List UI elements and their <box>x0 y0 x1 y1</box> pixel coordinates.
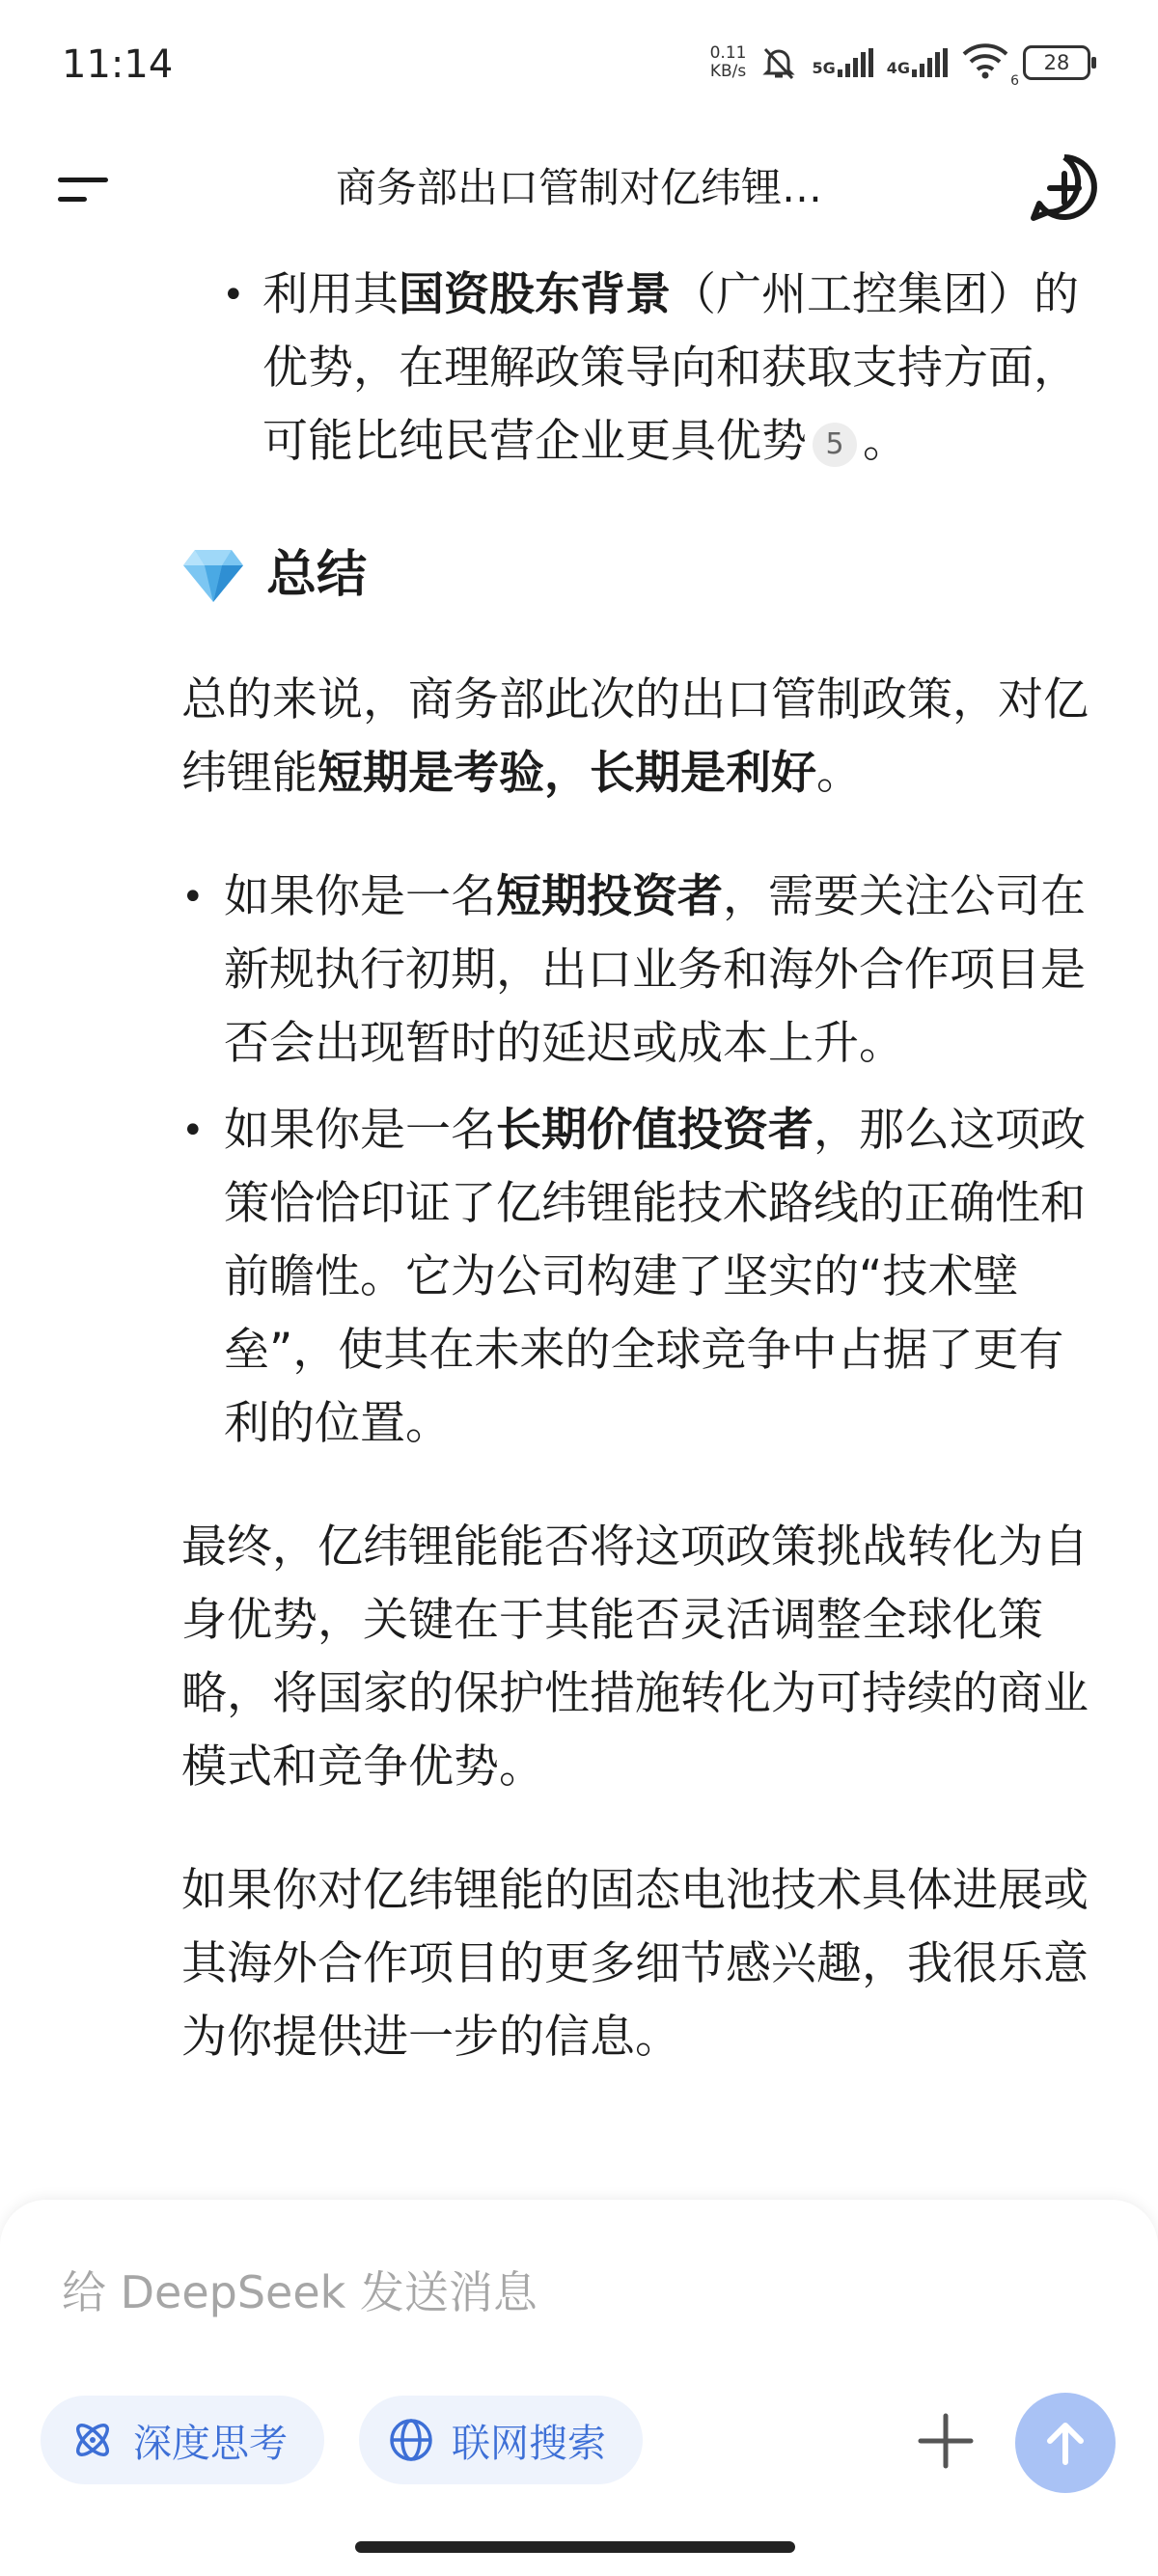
status-bar <box>0 0 1158 135</box>
section-title: 总结 <box>266 546 368 604</box>
bold-text: 国资股东背景 <box>399 268 671 321</box>
signal-5g-icon <box>812 48 872 77</box>
menu-button[interactable] <box>54 156 116 218</box>
deep-think-label: 深度思考 <box>133 2421 288 2466</box>
text: （广州工控集团）的优势，在理解政策导向和获取支持方面，可能比纯民营企业更具优势 <box>262 268 1079 468</box>
signal-2-label: 4G <box>886 59 910 77</box>
wifi-icon <box>961 42 1019 89</box>
text: 利用其 <box>262 268 399 321</box>
bold-text: 长期价值投资者 <box>496 1104 813 1157</box>
message-input[interactable]: 给 DeepSeek 发送消息 <box>62 2266 538 2318</box>
message-input-panel <box>0 2200 1158 2576</box>
wifi-sub-label: 6 <box>1010 73 1019 89</box>
gem-icon <box>181 546 245 604</box>
deep-think-button[interactable] <box>41 2396 324 2484</box>
text: ，需要关注公司在新规执行初期，出口业务和海外合作项目是否会出现暂时的延迟或成本上升。 <box>224 870 1086 1070</box>
mute-bell-icon <box>759 43 798 82</box>
status-time: 11:14 <box>62 42 174 87</box>
text: 如果你是一名 <box>224 870 496 923</box>
home-indicator[interactable] <box>355 2541 795 2553</box>
text: 总的来说，商务部此次的出口管制政策，对亿纬锂能 <box>181 673 1089 800</box>
send-button[interactable] <box>1015 2393 1116 2493</box>
net-speed-value: 0.11 <box>709 43 747 63</box>
list-item <box>222 259 1098 479</box>
battery-indicator: 28 <box>1023 45 1090 80</box>
bold-text: 短期是考验，长期是利好 <box>317 747 816 800</box>
plus-icon <box>907 2402 984 2480</box>
web-search-label: 联网搜索 <box>452 2421 606 2466</box>
summary-paragraph <box>181 664 1098 810</box>
closing-paragraph: 如果你对亿纬锂能的固态电池技术具体进展或其海外合作项目的更多细节感兴趣，我很乐意为你提供进一步的信息。 <box>181 1864 1089 2064</box>
text: 。 <box>816 747 862 800</box>
text: 。 <box>863 415 908 468</box>
net-speed-unit: KB/s <box>709 62 747 81</box>
new-chat-icon <box>1021 145 1108 232</box>
chat-header <box>0 135 1158 251</box>
section-heading <box>181 536 1098 614</box>
conclusion-paragraph: 最终，亿纬锂能能否将这项政策挑战转化为自身优势，关键在于其能否灵活调整全球化策略，将国家的保护性措施转化为可持续的商业模式和竞争优势。 <box>181 1521 1089 1794</box>
status-icons <box>709 42 1090 89</box>
chat-title[interactable]: 商务部出口管制对亿纬锂… <box>335 164 822 211</box>
text: 如果你是一名 <box>224 1104 496 1157</box>
atom-icon <box>69 2417 116 2463</box>
list-item <box>181 1094 1098 1461</box>
list-item <box>181 861 1098 1081</box>
menu-line-bottom <box>58 197 87 202</box>
globe-icon <box>388 2417 434 2463</box>
citation-badge[interactable]: 5 <box>813 423 857 467</box>
menu-line-top <box>58 178 108 182</box>
bold-text: 短期投资者 <box>496 870 723 923</box>
arrow-up-icon <box>1038 2416 1092 2470</box>
network-speed <box>710 44 747 81</box>
signal-1-label: 5G <box>812 59 836 77</box>
signal-4g-icon <box>887 48 948 77</box>
attach-button[interactable] <box>907 2402 984 2480</box>
web-search-button[interactable] <box>359 2396 643 2484</box>
assistant-message <box>181 251 1098 2074</box>
text: ，那么这项政策恰恰印证了亿纬锂能技术路线的正确性和前瞻性。它为公司构建了坚实的“技术壁垒”，使其在未来的全球竞争中占据了更有利的位置。 <box>224 1104 1086 1450</box>
new-chat-button[interactable] <box>1021 145 1108 232</box>
